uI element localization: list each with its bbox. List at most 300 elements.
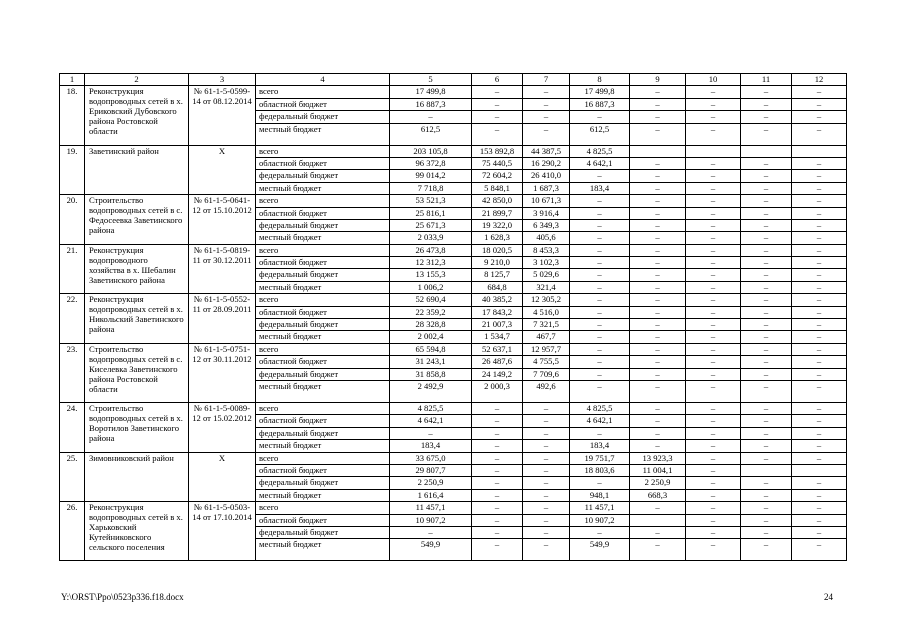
value-cell: 4 642,1	[390, 415, 472, 427]
value-cell: –	[792, 415, 847, 427]
funding-source-label: местный бюджет	[256, 380, 390, 402]
value-cell: –	[472, 452, 523, 464]
value-cell: 467,7	[523, 331, 570, 343]
funding-source-label: областной бюджет	[256, 306, 390, 318]
funding-source-label: всего	[256, 145, 390, 157]
value-cell: –	[390, 526, 472, 538]
expertise-requisites: № 61-1-5-0751-12 от 30.11.2012	[189, 343, 256, 402]
project-name: Реконструкция водопроводных сетей в х. Никольский Заветинского района	[85, 294, 189, 344]
value-cell	[630, 514, 686, 526]
value-cell: 17 843,2	[472, 306, 523, 318]
value-cell: 29 807,7	[390, 464, 472, 476]
value-cell: 26 487,6	[472, 356, 523, 368]
table-row	[60, 145, 847, 157]
value-cell: 8 453,3	[523, 244, 570, 256]
value-cell: 99 014,2	[390, 170, 472, 182]
value-cell: –	[523, 415, 570, 427]
funding-source-label: федеральный бюджет	[256, 526, 390, 538]
value-cell: –	[523, 427, 570, 439]
value-cell: 11 457,1	[390, 502, 472, 514]
project-name: Строительство водопроводных сетей в с. Киселевка Заветинского района Ростовской области	[85, 343, 189, 402]
value-cell: –	[792, 182, 847, 194]
value-cell: 22 359,2	[390, 306, 472, 318]
value-cell: –	[686, 415, 741, 427]
value-cell: 12 312,3	[390, 257, 472, 269]
funding-source-label: всего	[256, 86, 390, 98]
value-cell: 183,4	[570, 182, 630, 194]
value-cell: –	[792, 269, 847, 281]
value-cell: –	[630, 294, 686, 306]
value-cell: –	[570, 232, 630, 244]
value-cell: 4 642,1	[570, 157, 630, 169]
value-cell: 26 473,8	[390, 244, 472, 256]
value-cell: –	[523, 98, 570, 110]
project-number: 20.	[60, 195, 85, 245]
value-cell: –	[792, 526, 847, 538]
value-cell: –	[792, 207, 847, 219]
value-cell: –	[741, 380, 792, 402]
value-cell: –	[792, 477, 847, 489]
value-cell: –	[686, 477, 741, 489]
value-cell: –	[570, 368, 630, 380]
value-cell: 65 594,8	[390, 343, 472, 355]
value-cell: –	[686, 111, 741, 123]
value-cell: –	[472, 514, 523, 526]
funding-source-label: федеральный бюджет	[256, 427, 390, 439]
value-cell: –	[570, 294, 630, 306]
value-cell	[792, 145, 847, 157]
value-cell: 321,4	[523, 281, 570, 293]
value-cell: –	[472, 402, 523, 414]
value-cell: –	[630, 170, 686, 182]
value-cell: –	[472, 526, 523, 538]
funding-source-label: областной бюджет	[256, 356, 390, 368]
value-cell: 17 499,8	[570, 86, 630, 98]
value-cell: –	[630, 440, 686, 452]
value-cell: –	[686, 281, 741, 293]
value-cell: 11 004,1	[630, 464, 686, 476]
value-cell: –	[741, 502, 792, 514]
value-cell: –	[741, 343, 792, 355]
value-cell: –	[630, 331, 686, 343]
value-cell: 25 816,1	[390, 207, 472, 219]
value-cell: 21 007,3	[472, 319, 523, 331]
value-cell: –	[686, 356, 741, 368]
value-cell: –	[630, 244, 686, 256]
value-cell: 4 755,5	[523, 356, 570, 368]
project-name: Строительство водопроводных сетей в с. Федосеевка Заветинского района	[85, 195, 189, 245]
value-cell: 25 671,3	[390, 219, 472, 231]
funding-source-label: федеральный бюджет	[256, 269, 390, 281]
value-cell: 668,3	[630, 489, 686, 501]
value-cell: –	[741, 331, 792, 343]
value-cell: –	[523, 489, 570, 501]
value-cell: –	[390, 427, 472, 439]
value-cell: –	[686, 402, 741, 414]
value-cell: –	[741, 123, 792, 145]
project-number: 23.	[60, 343, 85, 402]
value-cell: –	[741, 182, 792, 194]
value-cell: –	[630, 319, 686, 331]
value-cell: –	[630, 502, 686, 514]
value-cell: 612,5	[390, 123, 472, 145]
value-cell: 492,6	[523, 380, 570, 402]
project-name: Реконструкция водопроводного хозяйства в х. Шебалин Заветинского района	[85, 244, 189, 294]
value-cell: –	[741, 195, 792, 207]
value-cell: –	[570, 257, 630, 269]
value-cell: –	[472, 123, 523, 145]
value-cell: –	[523, 464, 570, 476]
table-row	[60, 294, 847, 306]
funding-source-label: федеральный бюджет	[256, 170, 390, 182]
value-cell: –	[523, 477, 570, 489]
value-cell: –	[686, 514, 741, 526]
value-cell: –	[686, 452, 741, 464]
value-cell: –	[523, 452, 570, 464]
value-cell: –	[741, 269, 792, 281]
value-cell: 1 687,3	[523, 182, 570, 194]
value-cell: –	[741, 526, 792, 538]
value-cell: 2 492,9	[390, 380, 472, 402]
value-cell: –	[686, 157, 741, 169]
value-cell: –	[741, 294, 792, 306]
value-cell: –	[792, 123, 847, 145]
value-cell: –	[630, 539, 686, 561]
col-header: 8	[570, 74, 630, 86]
value-cell: –	[570, 170, 630, 182]
value-cell: 3 916,4	[523, 207, 570, 219]
value-cell: –	[741, 232, 792, 244]
value-cell: 10 671,3	[523, 195, 570, 207]
value-cell: –	[570, 281, 630, 293]
value-cell: –	[570, 356, 630, 368]
value-cell: 4 825,5	[390, 402, 472, 414]
value-cell: –	[630, 526, 686, 538]
value-cell: 1 628,3	[472, 232, 523, 244]
table-row	[60, 402, 847, 414]
value-cell: –	[523, 539, 570, 561]
funding-source-label: областной бюджет	[256, 514, 390, 526]
funding-source-label: федеральный бюджет	[256, 111, 390, 123]
funding-source-label: областной бюджет	[256, 257, 390, 269]
value-cell: –	[792, 232, 847, 244]
value-cell: 405,6	[523, 232, 570, 244]
funding-source-label: местный бюджет	[256, 281, 390, 293]
value-cell: –	[792, 356, 847, 368]
col-header: 5	[390, 74, 472, 86]
funding-source-label: федеральный бюджет	[256, 477, 390, 489]
funding-source-label: всего	[256, 294, 390, 306]
value-cell: 183,4	[570, 440, 630, 452]
value-cell: 3 102,3	[523, 257, 570, 269]
value-cell: –	[792, 319, 847, 331]
value-cell: 153 892,8	[472, 145, 523, 157]
value-cell: 6 349,3	[523, 219, 570, 231]
value-cell: –	[741, 402, 792, 414]
page-number: 24	[824, 592, 833, 602]
value-cell: –	[741, 368, 792, 380]
value-cell: –	[792, 195, 847, 207]
value-cell: 21 899,7	[472, 207, 523, 219]
value-cell: –	[686, 502, 741, 514]
value-cell: –	[630, 427, 686, 439]
value-cell: –	[741, 319, 792, 331]
value-cell: –	[523, 402, 570, 414]
project-name: Заветинский район	[85, 145, 189, 195]
value-cell: 19 322,0	[472, 219, 523, 231]
value-cell	[741, 464, 792, 476]
value-cell: –	[472, 502, 523, 514]
value-cell: 19 751,7	[570, 452, 630, 464]
value-cell: –	[630, 86, 686, 98]
expertise-requisites: № 61-1-5-0819-11 от 30.12.2011	[189, 244, 256, 294]
value-cell: –	[741, 514, 792, 526]
project-name: Реконструкция водопроводных сетей в х. Ериковский Дубовского района Ростовской области	[85, 86, 189, 145]
value-cell: –	[686, 219, 741, 231]
value-cell: 8 125,7	[472, 269, 523, 281]
value-cell: –	[686, 427, 741, 439]
value-cell: 16 887,3	[570, 98, 630, 110]
value-cell: –	[792, 343, 847, 355]
value-cell: 183,4	[390, 440, 472, 452]
value-cell: –	[570, 306, 630, 318]
value-cell: –	[686, 464, 741, 476]
value-cell: 1 616,4	[390, 489, 472, 501]
value-cell: 10 907,2	[390, 514, 472, 526]
col-header: 1	[60, 74, 85, 86]
value-cell: –	[741, 306, 792, 318]
value-cell: –	[792, 98, 847, 110]
expertise-requisites: № 61-1-5-0641-12 от 15.10.2012	[189, 195, 256, 245]
value-cell: –	[630, 281, 686, 293]
value-cell: –	[792, 380, 847, 402]
value-cell: –	[686, 207, 741, 219]
value-cell: 2 000,3	[472, 380, 523, 402]
value-cell: –	[686, 98, 741, 110]
value-cell: –	[741, 356, 792, 368]
value-cell: 948,1	[570, 489, 630, 501]
expertise-requisites: № 61-1-5-0552-11 от 28.09.2011	[189, 294, 256, 344]
value-cell: –	[792, 489, 847, 501]
table-row	[60, 86, 847, 98]
table-row	[60, 343, 847, 355]
value-cell: –	[741, 539, 792, 561]
value-cell: 10 907,2	[570, 514, 630, 526]
value-cell: 549,9	[570, 539, 630, 561]
funding-source-label: всего	[256, 502, 390, 514]
col-header: 9	[630, 74, 686, 86]
value-cell: –	[741, 207, 792, 219]
value-cell: –	[472, 477, 523, 489]
value-cell	[686, 145, 741, 157]
value-cell: 4 825,5	[570, 145, 630, 157]
value-cell: –	[686, 244, 741, 256]
value-cell	[792, 464, 847, 476]
value-cell: –	[630, 343, 686, 355]
value-cell: –	[630, 182, 686, 194]
value-cell: 2 250,9	[630, 477, 686, 489]
col-header: 2	[85, 74, 189, 86]
value-cell: –	[686, 170, 741, 182]
value-cell: 75 440,5	[472, 157, 523, 169]
value-cell: 18 020,5	[472, 244, 523, 256]
value-cell: 2 033,9	[390, 232, 472, 244]
value-cell: –	[792, 402, 847, 414]
funding-source-label: местный бюджет	[256, 489, 390, 501]
value-cell: –	[792, 502, 847, 514]
value-cell: 52 690,4	[390, 294, 472, 306]
value-cell: –	[630, 98, 686, 110]
funding-source-label: областной бюджет	[256, 415, 390, 427]
value-cell: 52 637,1	[472, 343, 523, 355]
value-cell: –	[523, 86, 570, 98]
value-cell: 13 155,3	[390, 269, 472, 281]
table-row	[60, 502, 847, 514]
value-cell: –	[792, 219, 847, 231]
project-name: Строительство водопроводных сетей в х. Воротилов Заветинского района	[85, 402, 189, 452]
budget-table	[59, 73, 847, 561]
value-cell: –	[570, 319, 630, 331]
value-cell: 96 372,8	[390, 157, 472, 169]
value-cell: –	[792, 86, 847, 98]
value-cell: –	[792, 111, 847, 123]
table-row	[60, 452, 847, 464]
value-cell: –	[472, 111, 523, 123]
value-cell: –	[472, 86, 523, 98]
value-cell: –	[630, 207, 686, 219]
value-cell: –	[523, 514, 570, 526]
value-cell: –	[570, 195, 630, 207]
value-cell: 17 499,8	[390, 86, 472, 98]
col-header: 12	[792, 74, 847, 86]
value-cell: –	[630, 269, 686, 281]
value-cell: –	[741, 440, 792, 452]
value-cell: –	[686, 343, 741, 355]
value-cell: 2 250,9	[390, 477, 472, 489]
value-cell: –	[792, 294, 847, 306]
funding-source-label: местный бюджет	[256, 331, 390, 343]
value-cell: –	[630, 123, 686, 145]
funding-source-label: местный бюджет	[256, 539, 390, 561]
value-cell: –	[570, 343, 630, 355]
value-cell: 2 002,4	[390, 331, 472, 343]
value-cell: –	[472, 464, 523, 476]
value-cell: –	[792, 170, 847, 182]
funding-source-label: всего	[256, 402, 390, 414]
value-cell: –	[741, 477, 792, 489]
value-cell: –	[792, 440, 847, 452]
value-cell: –	[472, 98, 523, 110]
value-cell: –	[630, 402, 686, 414]
value-cell: –	[630, 157, 686, 169]
funding-source-label: всего	[256, 244, 390, 256]
value-cell: –	[686, 269, 741, 281]
value-cell: –	[741, 489, 792, 501]
value-cell: 40 385,2	[472, 294, 523, 306]
value-cell: –	[686, 306, 741, 318]
value-cell: –	[741, 257, 792, 269]
value-cell: 72 604,2	[472, 170, 523, 182]
funding-source-label: федеральный бюджет	[256, 319, 390, 331]
funding-source-label: местный бюджет	[256, 440, 390, 452]
value-cell: 4 516,0	[523, 306, 570, 318]
expertise-requisites: Х	[189, 145, 256, 195]
value-cell: –	[570, 477, 630, 489]
project-number: 21.	[60, 244, 85, 294]
value-cell: –	[792, 257, 847, 269]
value-cell: 612,5	[570, 123, 630, 145]
value-cell: –	[741, 415, 792, 427]
value-cell: –	[472, 489, 523, 501]
funding-source-label: местный бюджет	[256, 123, 390, 145]
value-cell: –	[686, 539, 741, 561]
value-cell: 28 328,8	[390, 319, 472, 331]
value-cell	[630, 145, 686, 157]
col-header: 11	[741, 74, 792, 86]
project-number: 25.	[60, 452, 85, 502]
value-cell: –	[630, 219, 686, 231]
col-header: 7	[523, 74, 570, 86]
value-cell: –	[523, 123, 570, 145]
value-cell: –	[630, 415, 686, 427]
value-cell: –	[630, 195, 686, 207]
col-header: 3	[189, 74, 256, 86]
file-path: Y:\ORST\Ppo\0523p336.f18.docx	[61, 592, 184, 602]
value-cell: –	[686, 294, 741, 306]
value-cell: 5 848,1	[472, 182, 523, 194]
funding-source-label: федеральный бюджет	[256, 219, 390, 231]
col-header: 6	[472, 74, 523, 86]
value-cell: –	[686, 232, 741, 244]
value-cell: –	[570, 111, 630, 123]
value-cell: –	[630, 111, 686, 123]
value-cell: –	[686, 331, 741, 343]
value-cell: 549,9	[390, 539, 472, 561]
funding-source-label: местный бюджет	[256, 232, 390, 244]
value-cell: 16 290,2	[523, 157, 570, 169]
value-cell: –	[630, 368, 686, 380]
value-cell: –	[523, 526, 570, 538]
project-number: 26.	[60, 502, 85, 561]
value-cell: –	[686, 368, 741, 380]
expertise-requisites: № 61-1-5-0503-14 от 17.10.2014	[189, 502, 256, 561]
value-cell: –	[741, 170, 792, 182]
value-cell: –	[686, 526, 741, 538]
col-header: 4	[256, 74, 390, 86]
value-cell: –	[686, 489, 741, 501]
value-cell: –	[523, 111, 570, 123]
value-cell: –	[792, 157, 847, 169]
value-cell: –	[523, 502, 570, 514]
value-cell: –	[741, 98, 792, 110]
value-cell: –	[630, 257, 686, 269]
value-cell: 1 006,2	[390, 281, 472, 293]
value-cell: –	[741, 219, 792, 231]
value-cell: –	[792, 514, 847, 526]
value-cell: –	[570, 244, 630, 256]
project-number: 22.	[60, 294, 85, 344]
value-cell: –	[686, 195, 741, 207]
funding-source-label: областной бюджет	[256, 98, 390, 110]
value-cell: –	[686, 257, 741, 269]
value-cell: 13 923,3	[630, 452, 686, 464]
value-cell: –	[741, 86, 792, 98]
project-name: Реконструкция водопроводных сетей в х. Харьковский Кутейниковского сельского поселения	[85, 502, 189, 561]
value-cell: –	[686, 319, 741, 331]
value-cell: –	[686, 86, 741, 98]
value-cell: 18 803,6	[570, 464, 630, 476]
value-cell: 5 029,6	[523, 269, 570, 281]
